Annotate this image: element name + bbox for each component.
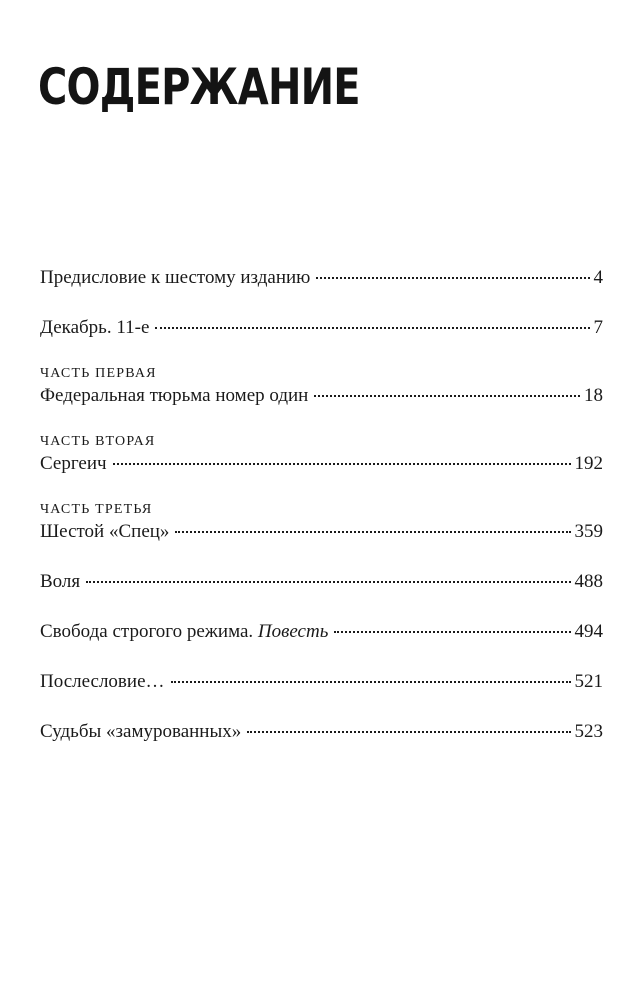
toc-row [40, 316, 603, 340]
toc-page-number: 359 [574, 521, 603, 542]
toc-entry-title [40, 620, 328, 644]
toc-row [40, 384, 603, 408]
toc-entry-title: Послесловие… [40, 671, 165, 692]
toc-page-number: 523 [574, 721, 603, 742]
toc-entry [40, 620, 603, 644]
dot-leader [314, 395, 580, 397]
toc-page-number: 521 [574, 671, 603, 692]
toc-entry-title: Предисловие к шестому изданию [40, 267, 311, 288]
dot-leader [247, 731, 570, 733]
toc-entry-title: Воля [40, 571, 81, 592]
dot-leader [155, 327, 589, 329]
dot-leader [86, 581, 570, 583]
toc-row [40, 520, 603, 544]
toc-part-label: ЧАСТЬ ПЕРВАЯ [40, 366, 157, 381]
toc-entry-title: Шестой «Спец» [40, 521, 170, 542]
toc-entry [40, 316, 603, 340]
dot-leader [113, 463, 571, 465]
toc-entry [40, 266, 603, 290]
toc-entry [40, 434, 603, 476]
toc-part-label: ЧАСТЬ ТРЕТЬЯ [40, 502, 153, 517]
dot-leader [171, 681, 571, 683]
toc-row [40, 570, 603, 594]
toc-page-number: 192 [574, 453, 603, 474]
toc-entry-title: Сергеич [40, 453, 107, 474]
toc-page-number: 18 [584, 385, 603, 406]
dot-leader [175, 531, 570, 533]
dot-leader [316, 277, 589, 279]
dot-leader [334, 631, 570, 633]
toc-entry [40, 570, 603, 594]
toc-entry-title: Федеральная тюрьма номер один [40, 385, 309, 406]
table-of-contents [40, 266, 603, 770]
toc-entry [40, 502, 603, 544]
toc-page-number: 4 [593, 267, 603, 288]
toc-page-number: 488 [574, 571, 603, 592]
toc-row [40, 266, 603, 290]
toc-entry-title-main: Свобода строгого режима. [40, 621, 254, 642]
toc-entry [40, 670, 603, 694]
toc-row [40, 720, 603, 744]
toc-row [40, 620, 603, 644]
toc-entry-title: Декабрь. 11-е [40, 317, 150, 338]
toc-row [40, 452, 603, 476]
toc-entry [40, 720, 603, 744]
toc-entry-title: Судьбы «замурованных» [40, 721, 242, 742]
page-title: СОДЕРЖАНИЕ [38, 58, 360, 116]
toc-row [40, 670, 603, 694]
toc-page-number: 494 [574, 621, 603, 642]
toc-page-number: 7 [593, 317, 603, 338]
toc-entry [40, 366, 603, 408]
toc-part-label: ЧАСТЬ ВТОРАЯ [40, 434, 156, 449]
toc-entry-title-italic: Повесть [257, 621, 329, 642]
